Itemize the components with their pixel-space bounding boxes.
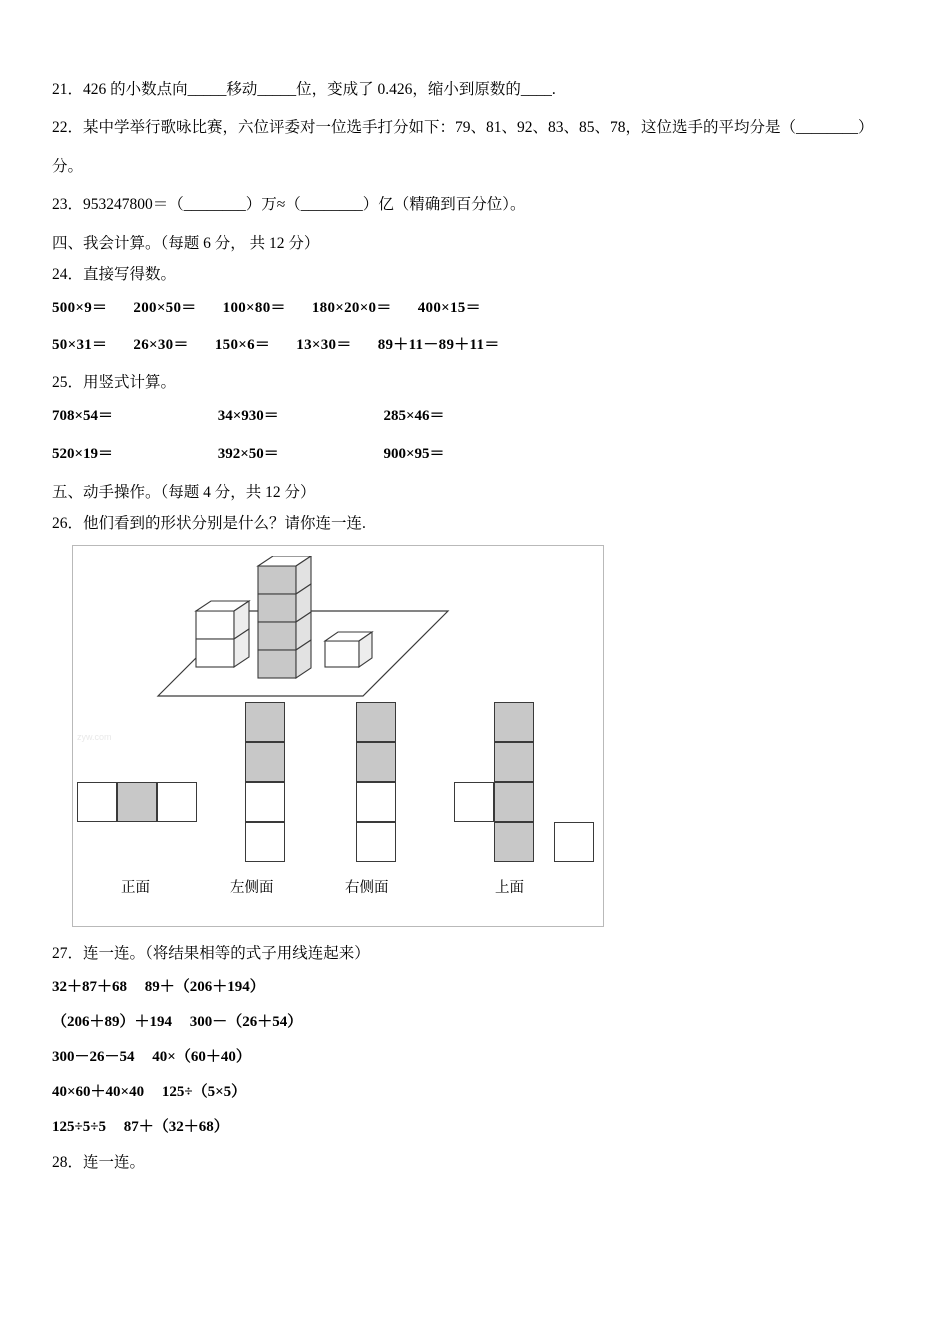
front-view-square-1 (77, 782, 117, 822)
expr: 26×30＝ (133, 337, 189, 353)
section-five-heading: 五、动手操作。（每题 4 分，共 12 分） (52, 484, 316, 501)
expr: 285×46＝ (383, 408, 445, 424)
top-view-square-3 (494, 782, 534, 822)
expr-left: 32＋87＋68 (52, 979, 128, 995)
question-25-row-2 (52, 442, 898, 463)
expr-left: 40×60＋40×40 (52, 1084, 145, 1100)
label-right: 右侧面 (345, 880, 389, 896)
label-top: 上面 (495, 880, 524, 896)
label-left: 左侧面 (230, 880, 274, 896)
question-27-row-3 (52, 1045, 898, 1066)
expr-right: 89＋（206＋194） (144, 979, 265, 995)
expr-left: （206＋89）＋194 (52, 1014, 173, 1030)
question-27-row-5 (52, 1115, 898, 1136)
expr: 180×20×0＝ (311, 300, 392, 316)
front-view-square-2 (117, 782, 157, 822)
watermark-text: zyw.com (77, 732, 112, 742)
left-view-square-3 (245, 782, 285, 822)
question-24: 24．直接写得数。 (52, 266, 177, 283)
expr-left: 125÷5÷5 (52, 1119, 106, 1135)
expr: 400×15＝ (417, 300, 481, 316)
question-23: 23．953247800＝（________）万≈（________）亿（精确到百分位）。 (52, 195, 526, 213)
three-d-scene (73, 556, 603, 716)
cube-views-figure (72, 545, 604, 927)
top-view-square-4 (494, 822, 534, 862)
right-view-square-2 (356, 742, 396, 782)
question-25-row-1 (52, 404, 898, 425)
expr: 708×54＝ (52, 408, 114, 424)
left-view-square-4 (245, 822, 285, 862)
expr: 100×80＝ (222, 300, 286, 316)
top-view-square-left (454, 782, 494, 822)
right-view-square-1 (356, 702, 396, 742)
expr: 150×6＝ (214, 337, 271, 353)
question-22-continuation: 分。 (52, 157, 84, 175)
expr: 200×50＝ (133, 300, 197, 316)
question-25: 25．用竖式计算。 (52, 374, 177, 391)
expr-right: 40×（60＋40） (152, 1049, 251, 1065)
right-view-square-4 (356, 822, 396, 862)
right-view-square-3 (356, 782, 396, 822)
question-22: 22．某中学举行歌咏比赛，六位评委对一位选手打分如下：79、81、92、83、85、78，这位选手的平均分是（________） (52, 119, 874, 137)
expr: 392×50＝ (217, 446, 279, 462)
label-front: 正面 (121, 880, 150, 896)
expr-right: 125÷（5×5） (161, 1084, 247, 1100)
expr-right: 87＋（32＋68） (123, 1119, 229, 1135)
question-26: 26．他们看到的形状分别是什么？请你连一连. (52, 515, 366, 532)
expr: 34×930＝ (217, 408, 279, 424)
question-27-row-4 (52, 1080, 898, 1101)
expr-right: 300－（26＋54） (189, 1014, 303, 1030)
question-24-row-1 (52, 296, 898, 317)
question-27-row-2 (52, 1010, 898, 1031)
top-view-square-right (554, 822, 594, 862)
top-view-square-2 (494, 742, 534, 782)
question-28-title: 28．连一连。 (52, 1154, 146, 1171)
expr: 13×30＝ (296, 337, 352, 353)
question-21: 21．426 的小数点向_____移动_____位，变成了 0.426，缩小到原数的____. (52, 81, 556, 98)
expr-left: 300－26－54 (52, 1049, 135, 1065)
expr: 900×95＝ (383, 446, 445, 462)
front-view-square-3 (157, 782, 197, 822)
question-27-title: 27．连一连。（将结果相等的式子用线连起来） (52, 945, 370, 962)
question-24-row-2 (52, 333, 898, 354)
left-view-square-1 (245, 702, 285, 742)
question-27-row-1 (52, 975, 898, 996)
expr: 520×19＝ (52, 446, 114, 462)
left-view-square-2 (245, 742, 285, 782)
section-four-heading: 四、我会计算。（每题 6 分， 共 12 分） (52, 235, 320, 252)
expr: 50×31＝ (52, 337, 108, 353)
expr: 500×9＝ (52, 300, 108, 316)
expr: 89＋11－89＋11＝ (377, 337, 500, 353)
top-view-square-1 (494, 702, 534, 742)
